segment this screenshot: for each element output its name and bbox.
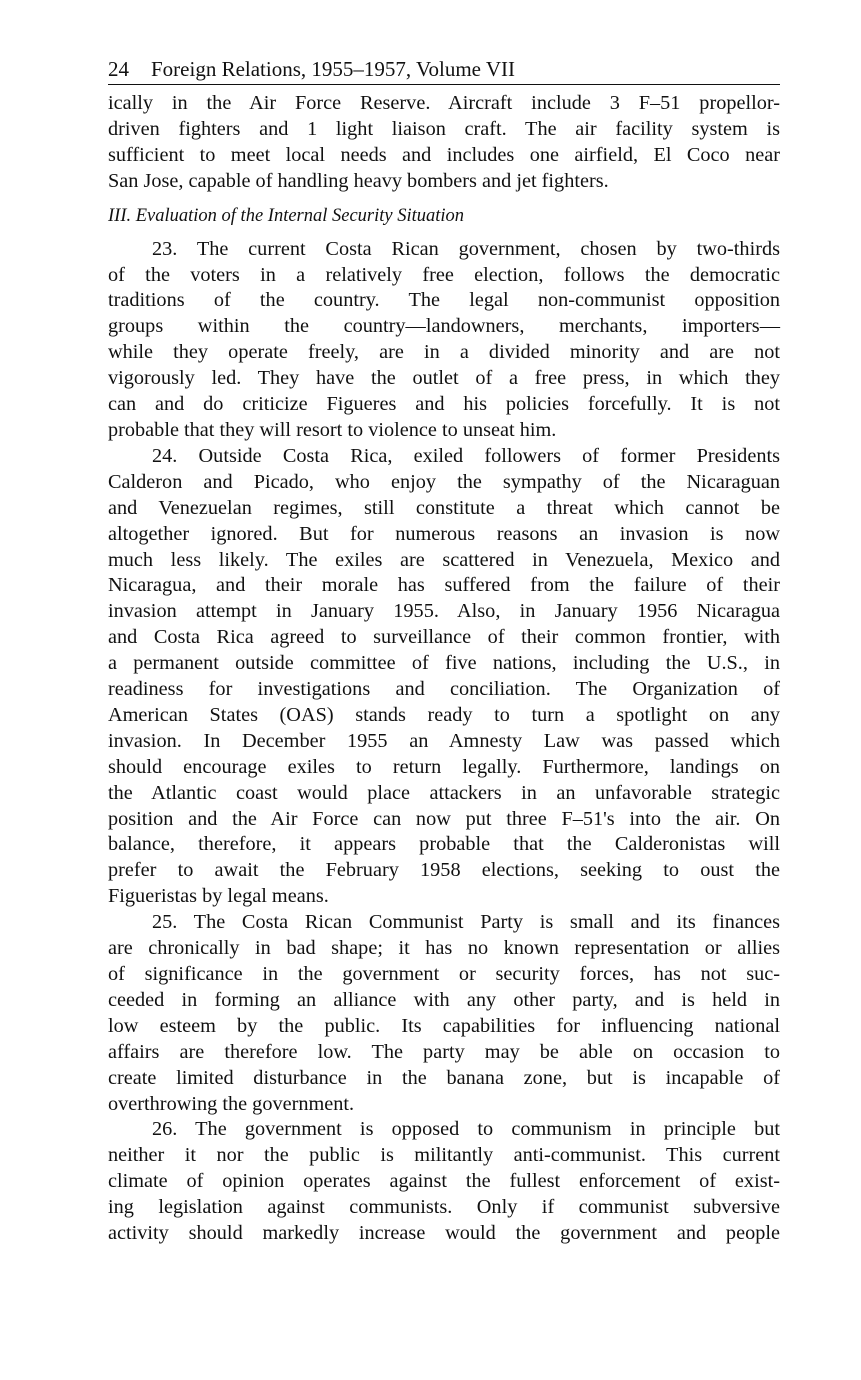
text-line: overthrowing the government. <box>108 1092 355 1115</box>
text-line: invasion attempt in January 1955. Also, in January 1956 Nicaragua <box>108 600 780 623</box>
text-line: and Venezuelan regimes, still constitute a threat which cannot be <box>108 496 780 519</box>
text-line: ceeded in forming an alliance with any other party, and is held in <box>108 988 780 1011</box>
text-line: Nicaragua, and their morale has suffered from the failure of their <box>108 574 780 597</box>
text-line: traditions of the country. The legal non-communist opposition <box>108 289 780 312</box>
text-line: probable that they will resort to violence to unseat him. <box>108 418 557 441</box>
text-line: 24. Outside Costa Rica, exiled followers of former Presidents <box>152 444 780 467</box>
text-line: low esteem by the public. Its capabilities for influencing national <box>108 1014 780 1037</box>
intro-paragraph <box>108 91 780 195</box>
text-line: groups within the country—landowners, merchants, importers— <box>108 315 780 338</box>
text-line: Figueristas by legal means. <box>108 885 329 908</box>
text-line: sufficient to meet local needs and includes one airfield, El Coco near <box>108 143 780 166</box>
section-heading: III. Evaluation of the Internal Security Situation <box>108 205 465 226</box>
text-line: 23. The current Costa Rican government, chosen by two-thirds <box>152 237 780 260</box>
text-line: altogether ignored. But for numerous reasons an invasion is now <box>108 522 780 545</box>
text-line: ing legislation against communists. Only if communist subversive <box>108 1196 780 1219</box>
volume-title: Foreign Relations, 1955–1957, Volume VII <box>151 57 515 81</box>
paragraph-25 <box>108 910 780 1117</box>
text-line: and Costa Rica agreed to surveillance of their common frontier, with <box>108 626 780 649</box>
text-line: San Jose, capable of handling heavy bombers and jet fighters. <box>108 169 609 192</box>
text-line: Calderon and Picado, who enjoy the sympathy of the Nicaraguan <box>108 470 780 493</box>
text-line: should encourage exiles to return legally. Furthermore, landings on <box>108 755 780 778</box>
text-line: driven fighters and 1 light liaison craft. The air facility system is <box>108 117 780 140</box>
text-line: 26. The government is opposed to communism in principle but <box>152 1118 780 1141</box>
paragraph-24 <box>108 444 780 910</box>
text-line: invasion. In December 1955 an Amnesty Law was passed which <box>108 729 780 752</box>
text-line: climate of opinion operates against the fullest enforcement of exist- <box>108 1170 780 1193</box>
document-page <box>108 56 780 1247</box>
text-line: while they operate freely, are in a divided minority and are not <box>108 341 780 364</box>
text-line: ically in the Air Force Reserve. Aircraft include 3 F–51 propellor- <box>108 92 780 114</box>
text-line: vigorously led. They have the outlet of a free press, in which they <box>108 367 780 390</box>
text-line: a permanent outside committee of five nations, including the U.S., in <box>108 652 780 675</box>
text-line: prefer to await the February 1958 elections, seeking to oust the <box>108 859 780 882</box>
text-line: activity should markedly increase would the government and people <box>108 1222 780 1245</box>
text-line: much less likely. The exiles are scattered in Venezuela, Mexico and <box>108 548 780 571</box>
text-line: of the voters in a relatively free election, follows the democratic <box>108 263 780 286</box>
page-number: 24 <box>108 57 129 81</box>
text-line: 25. The Costa Rican Communist Party is small and its finances <box>152 911 780 934</box>
text-line: create limited disturbance in the banana zone, but is incapable of <box>108 1066 780 1089</box>
text-line: position and the Air Force can now put three F–51's into the air. On <box>108 807 780 830</box>
text-line: are chronically in bad shape; it has no known representation or allies <box>108 937 780 960</box>
text-line: readiness for investigations and conciliation. The Organization of <box>108 678 780 701</box>
text-line: neither it nor the public is militantly anti-communist. This current <box>108 1144 780 1167</box>
paragraph-26 <box>108 1117 780 1247</box>
text-line: the Atlantic coast would place attackers in an unfavorable strategic <box>108 781 780 804</box>
text-line: can and do criticize Figueres and his policies forcefully. It is not <box>108 393 780 416</box>
paragraph-23 <box>108 237 780 444</box>
text-line: American States (OAS) stands ready to turn a spotlight on any <box>108 703 780 726</box>
running-header <box>108 56 780 85</box>
text-line: of significance in the government or security forces, has not suc- <box>108 963 780 985</box>
text-line: balance, therefore, it appears probable that the Calderonistas will <box>108 833 780 856</box>
text-line: affairs are therefore low. The party may be able on occasion to <box>108 1040 780 1063</box>
